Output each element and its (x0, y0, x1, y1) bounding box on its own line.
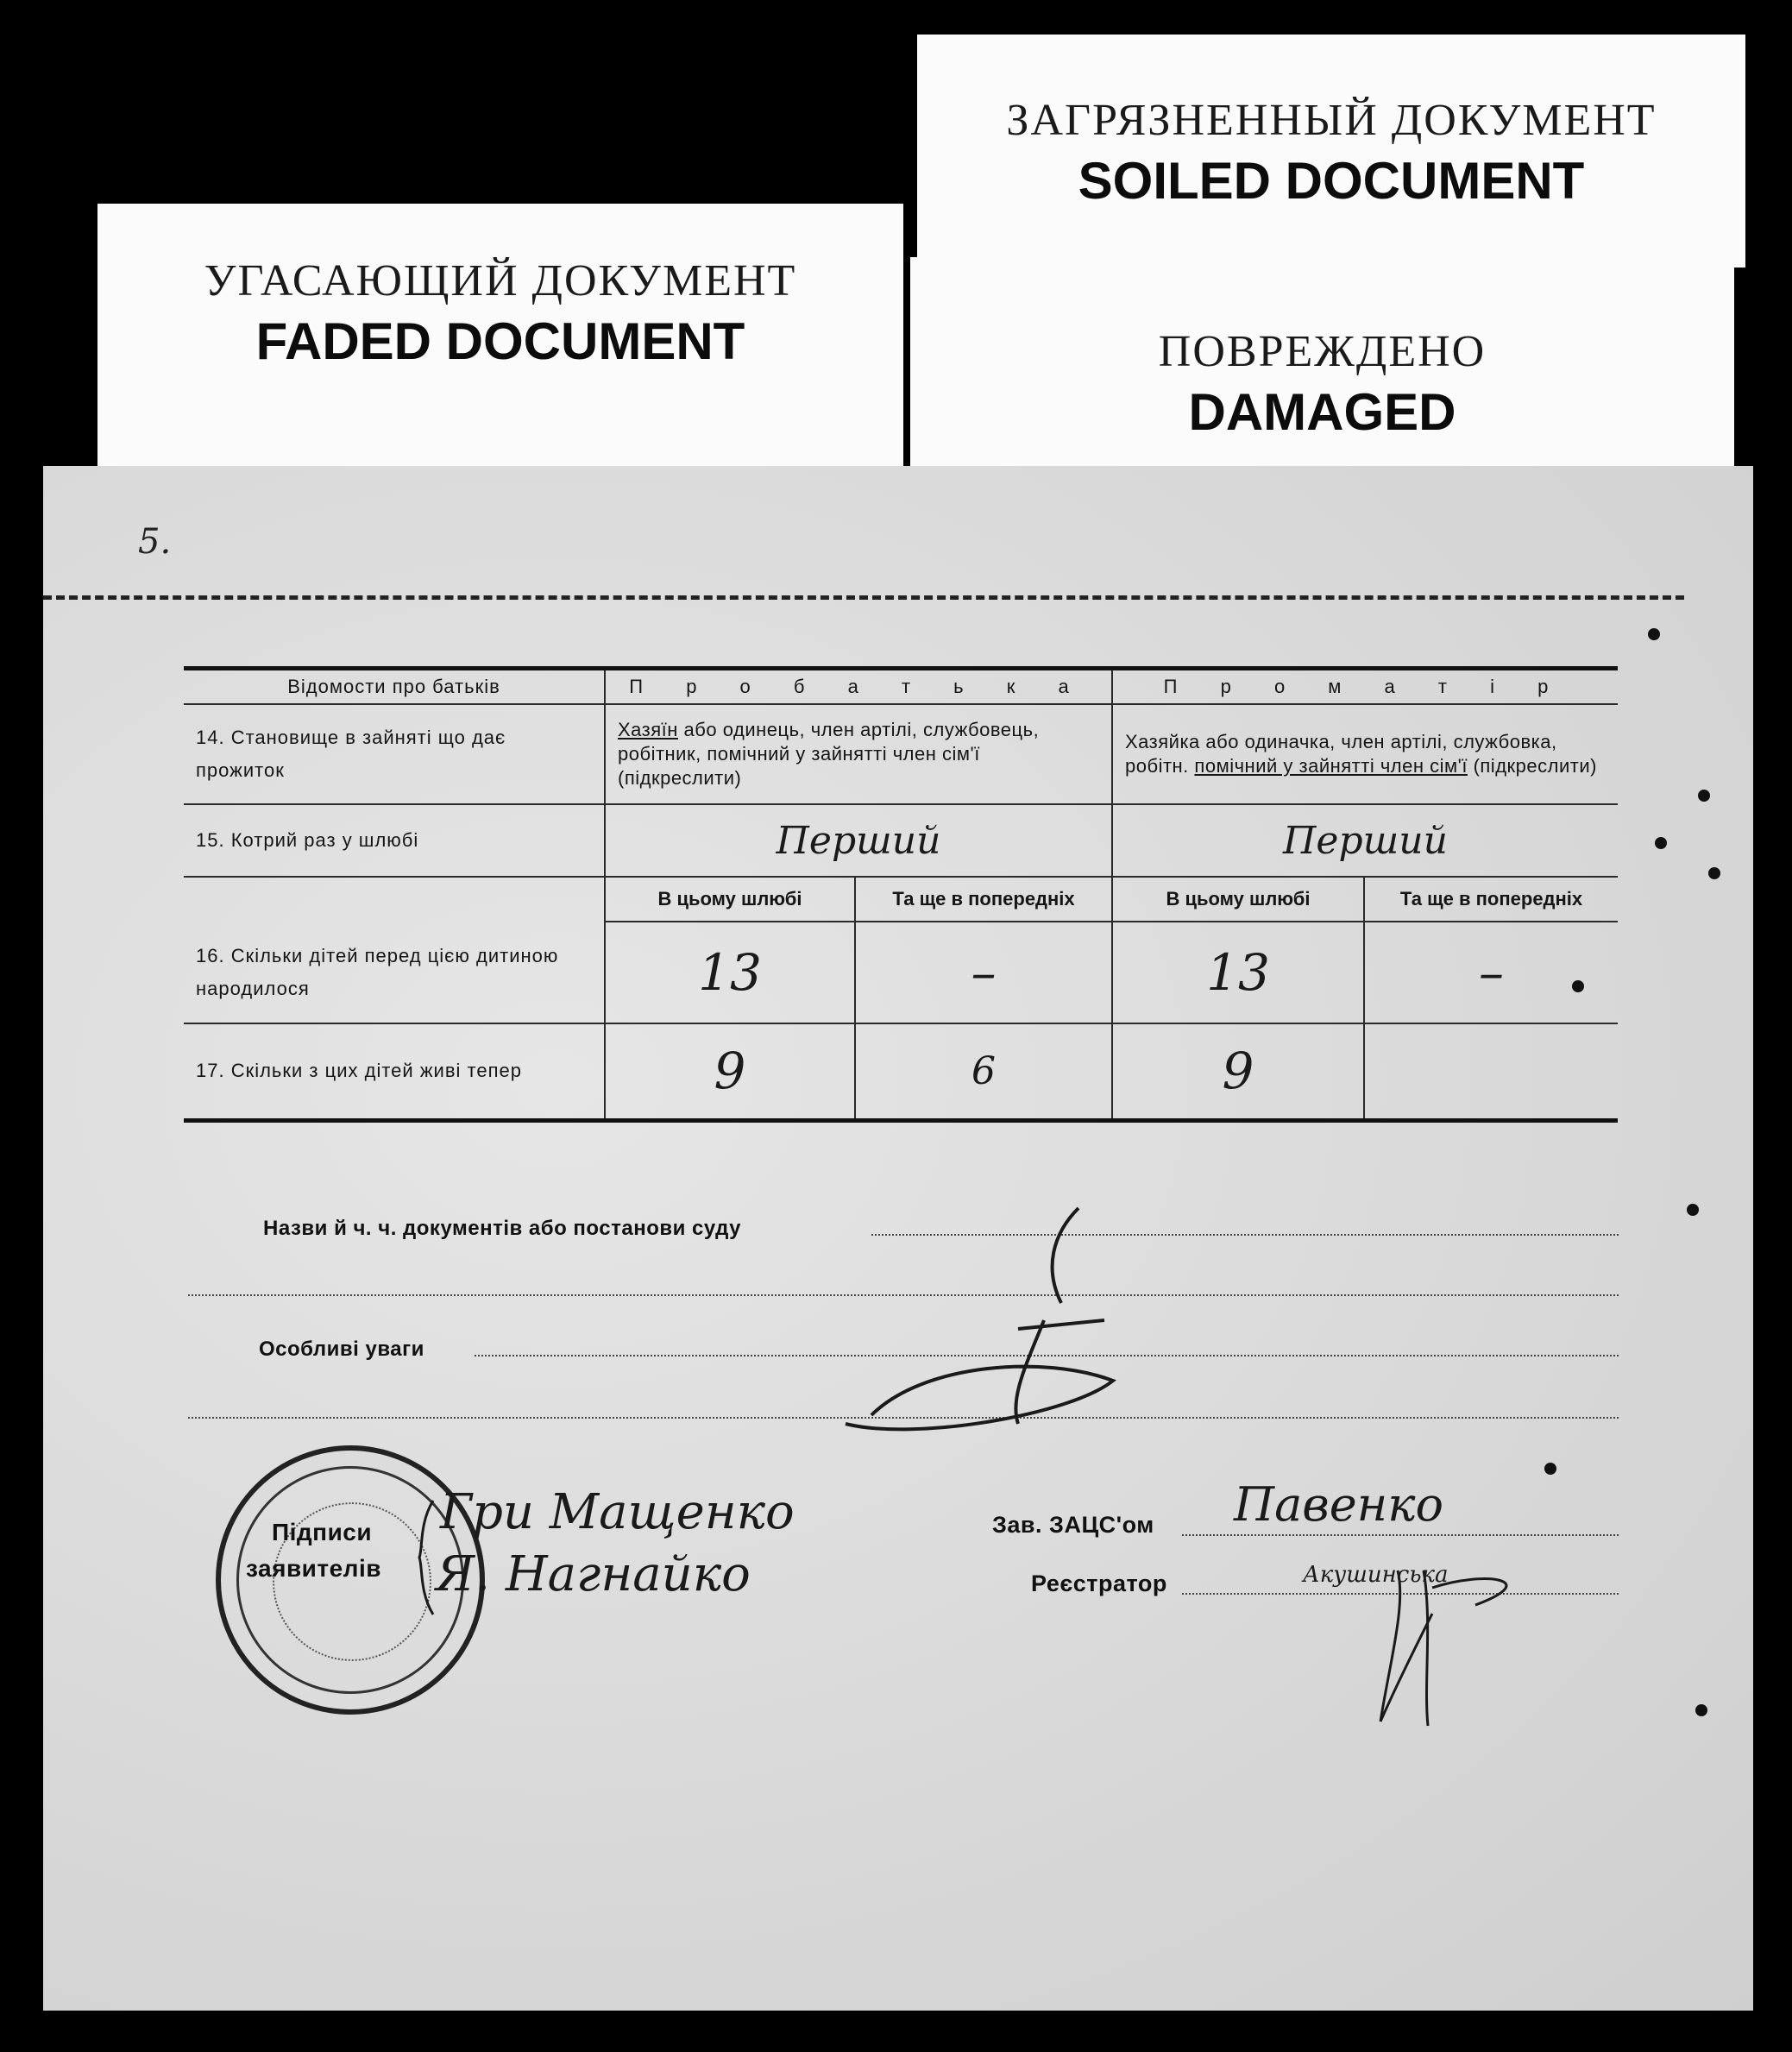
damaged-label-ru: ПОВРЕЖДЕНО (1158, 327, 1487, 376)
documents-label: Назви й ч. ч. документів або постанови суду (263, 1217, 742, 1240)
q15-father-answer: Перший (605, 804, 1112, 877)
q17-mother-this: 9 (1112, 1023, 1364, 1120)
soiled-label-ru: ЗАГРЯЗНЕННЫЙ ДОКУМЕНТ (1006, 96, 1657, 145)
table-row-q14 (184, 704, 1618, 804)
q16-mother-prev: – (1364, 922, 1618, 1023)
head-label: Зав. ЗАЦС'ом (992, 1512, 1154, 1538)
punch-hole (1708, 867, 1720, 879)
faded-document-label (97, 204, 903, 473)
q17-mother-prev (1364, 1023, 1618, 1120)
header-father: П р о б а т ь к а (605, 669, 1112, 705)
notes-label: Особливі уваги (259, 1338, 424, 1361)
registrar-signature: Акушинська (1303, 1562, 1449, 1588)
q15-mother-answer: Перший (1112, 804, 1618, 877)
registrar-flourish (1337, 1553, 1562, 1734)
q17-father-this: 9 (605, 1023, 855, 1120)
table-subheader-row (184, 877, 1618, 922)
header-parents-info: Відомости про батьків (184, 669, 605, 705)
q14-mother-options (1112, 704, 1618, 804)
damaged-document-label (910, 257, 1734, 490)
mother-previous-header: Та ще в попередніх (1364, 877, 1618, 922)
q14-father-options (605, 704, 1112, 804)
head-signature: Павенко (1234, 1477, 1443, 1532)
q17-father-prev: 6 (855, 1023, 1112, 1120)
q14-father-underlined: Хазяїн (618, 719, 678, 740)
q14-mother-underlined: помічний у зайнятті член сім'ї (1194, 755, 1468, 777)
punch-hole (1544, 1463, 1556, 1475)
signatures-label-1: Підписи (272, 1519, 373, 1545)
father-previous-header: Та ще в попередніх (855, 877, 1112, 922)
damaged-label-en: DAMAGED (1188, 383, 1456, 441)
soiled-label-en: SOILED DOCUMENT (1078, 152, 1585, 210)
father-this-marriage-header: В цьому шлюбі (605, 877, 855, 922)
punch-hole (1695, 1704, 1707, 1716)
q16-father-this: 13 (605, 922, 855, 1023)
document-sheet (43, 466, 1753, 2011)
q14-mother-end: (підкреслити) (1467, 755, 1597, 777)
signatures-label-2: заявителів (246, 1555, 381, 1582)
parents-info-table (184, 666, 1618, 1123)
strike-upper (1018, 1208, 1104, 1329)
mother-this-marriage-header: В цьому шлюбі (1112, 877, 1364, 922)
q16-father-prev: – (855, 922, 1112, 1023)
punch-hole (1698, 790, 1710, 802)
head-line (1182, 1534, 1619, 1536)
registrar-label: Реєстратор (1031, 1570, 1167, 1596)
q14-mother-start: Хазяйка або одиначка, член артілі, службовка, робітн. (1125, 731, 1557, 777)
faded-label-en: FADED DOCUMENT (255, 312, 745, 370)
strike-lower (846, 1320, 1113, 1429)
punch-hole (1655, 837, 1667, 849)
punch-hole (1648, 628, 1660, 640)
table-header-row (184, 669, 1618, 705)
question-17: 17. Скільки з цих дітей живі тепер (184, 1023, 605, 1120)
q16-mother-this: 13 (1112, 922, 1364, 1023)
table-row-q15 (184, 804, 1618, 877)
faded-label-ru: УГАСАЮЩИЙ ДОКУМЕНТ (204, 256, 797, 305)
question-16: 16. Скільки дітей перед цією дитиною народилося (184, 877, 605, 1023)
punch-hole (1687, 1204, 1699, 1216)
q14-father-rest: або одинець, член артілі, службовець, робітник, помічний у зайнятті член сім'ї (підкреслити) (618, 719, 1040, 789)
question-15: 15. Котрий раз у шлюбі (184, 804, 605, 877)
applicant-signature-1: Гри Мащенко (440, 1484, 795, 1540)
question-14: 14. Становище в зайняті що дає прожиток (184, 704, 605, 804)
sheet-number-mark: 5. (138, 522, 172, 562)
soiled-document-label (917, 35, 1745, 268)
header-mother: П р о м а т і р (1112, 669, 1618, 705)
applicant-signature-2: Я. Нагнайко (436, 1546, 751, 1602)
table-row-q17 (184, 1023, 1618, 1120)
strikeout-marks (785, 1191, 1148, 1432)
perforation-line (43, 595, 1684, 600)
